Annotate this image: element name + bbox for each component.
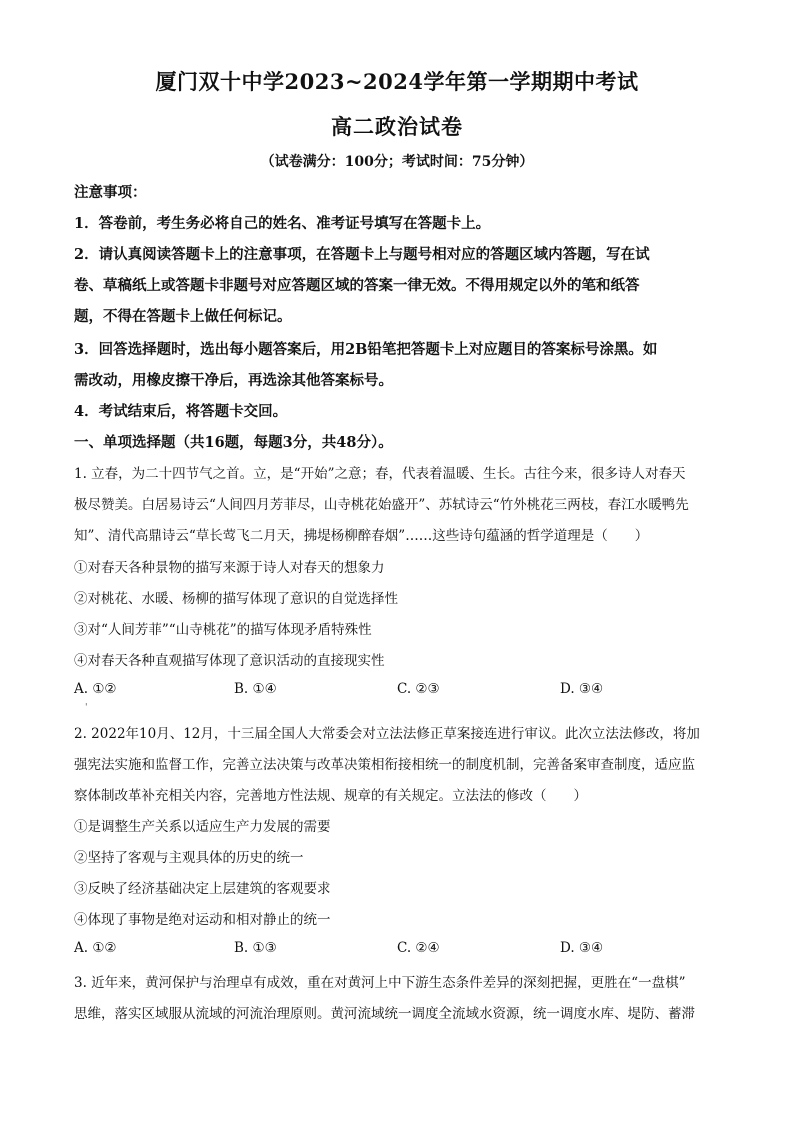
option-b: B. ①③	[234, 940, 277, 956]
option-c: C. ②④	[397, 940, 440, 956]
question-stem-line: 3. 近年来，黄河保护与治理卓有成效，重在对黄河上中下游生态条件差异的深刻把握，更胜在“一盘棋”	[74, 975, 686, 991]
question-stem-line: 2. 2022年10月、12月，十三届全国人大常委会对立法法修正草案接连进行审议。此次立法法修改，将加	[74, 726, 700, 742]
question-item: ①对春天各种景物的描写来源于诗人对春天的想象力	[74, 560, 385, 576]
question-item: ③对“人间芳菲”“山寺桃花”的描写体现矛盾特殊性	[74, 622, 372, 638]
option-d: D. ③④	[560, 940, 604, 956]
question-item: ③反映了经济基础决定上层建筑的客观要求	[74, 881, 331, 897]
option-a: A. ①②	[74, 681, 117, 697]
question-item: ②坚持了客观与主观具体的历史的统一	[74, 850, 304, 866]
question-item: ④对春天各种直观描写体现了意识活动的直接现实性	[74, 653, 385, 669]
note-line: 3．回答选择题时，选出每小题答案后，用2B铅笔把答题卡上对应题目的答案标号涂黑。如	[74, 341, 658, 358]
note-line: 2．请认真阅读答题卡上的注意事项，在答题卡上与题号相对应的答题区域内答题，写在试	[74, 246, 650, 263]
scan-mark: '	[85, 703, 88, 713]
option-d: D. ③④	[560, 681, 604, 697]
exam-subtitle: 高二政治试卷	[331, 114, 463, 139]
option-b: B. ①④	[234, 681, 277, 697]
question-stem-line: 察体制改革补充相关内容，完善地方性法规、规章的有关规定。立法法的修改（ ）	[74, 788, 587, 804]
question-item: ②对桃花、水暖、杨柳的描写体现了意识的自觉选择性	[74, 591, 398, 607]
question-stem-line: 1. 立春，为二十四节气之首。立，是“开始”之意；春，代表着温暖、生长。古往今来，很多诗人对春天	[74, 466, 686, 482]
note-line: 需改动，用橡皮擦干净后，再选涂其他答案标号。	[74, 372, 393, 389]
option-a: A. ①②	[74, 940, 117, 956]
note-line: 题，不得在答题卡上做任何标记。	[74, 308, 292, 325]
notes-heading: 注意事项：	[74, 184, 147, 201]
section-heading: 一、单项选择题（共16题，每题3分，共48分）。	[74, 434, 393, 451]
exam-info: （试卷满分：100分；考试时间：75分钟）	[260, 154, 534, 170]
note-line: 4．考试结束后，将答题卡交回。	[74, 403, 288, 420]
question-stem-line: 知”、清代高鼎诗云“草长莺飞二月天，拂堤杨柳醉春烟”……这些诗句蕴涵的哲学道理是（ ）	[74, 528, 649, 544]
note-line: 卷、草稿纸上或答题卡非题号对应答题区域的答案一律无效。不得用规定以外的笔和纸答	[74, 277, 640, 294]
question-stem-line: 极尽赞美。白居易诗云“人间四月芳菲尽，山寺桃花始盛开”、苏轼诗云“竹外桃花三两枝，春江水暖鸭先	[74, 497, 689, 513]
question-item: ④体现了事物是绝对运动和相对静止的统一	[74, 912, 331, 928]
question-stem-line: 思维，落实区域服从流域的河流治理原则。黄河流域统一调度全流域水资源，统一调度水库、堤防、蓄滞	[74, 1006, 695, 1022]
note-line: 1．答卷前，考生务必将自己的姓名、准考证号填写在答题卡上。	[74, 215, 491, 232]
option-c: C. ②③	[397, 681, 440, 697]
exam-title: 厦门双十中学2023~2024学年第一学期期中考试	[155, 69, 639, 94]
question-item: ①是调整生产关系以适应生产力发展的需要	[74, 819, 331, 835]
question-stem-line: 强宪法实施和监督工作，完善立法决策与改革决策相衔接相统一的制度机制，完善备案审查制度，适应监	[74, 757, 695, 773]
